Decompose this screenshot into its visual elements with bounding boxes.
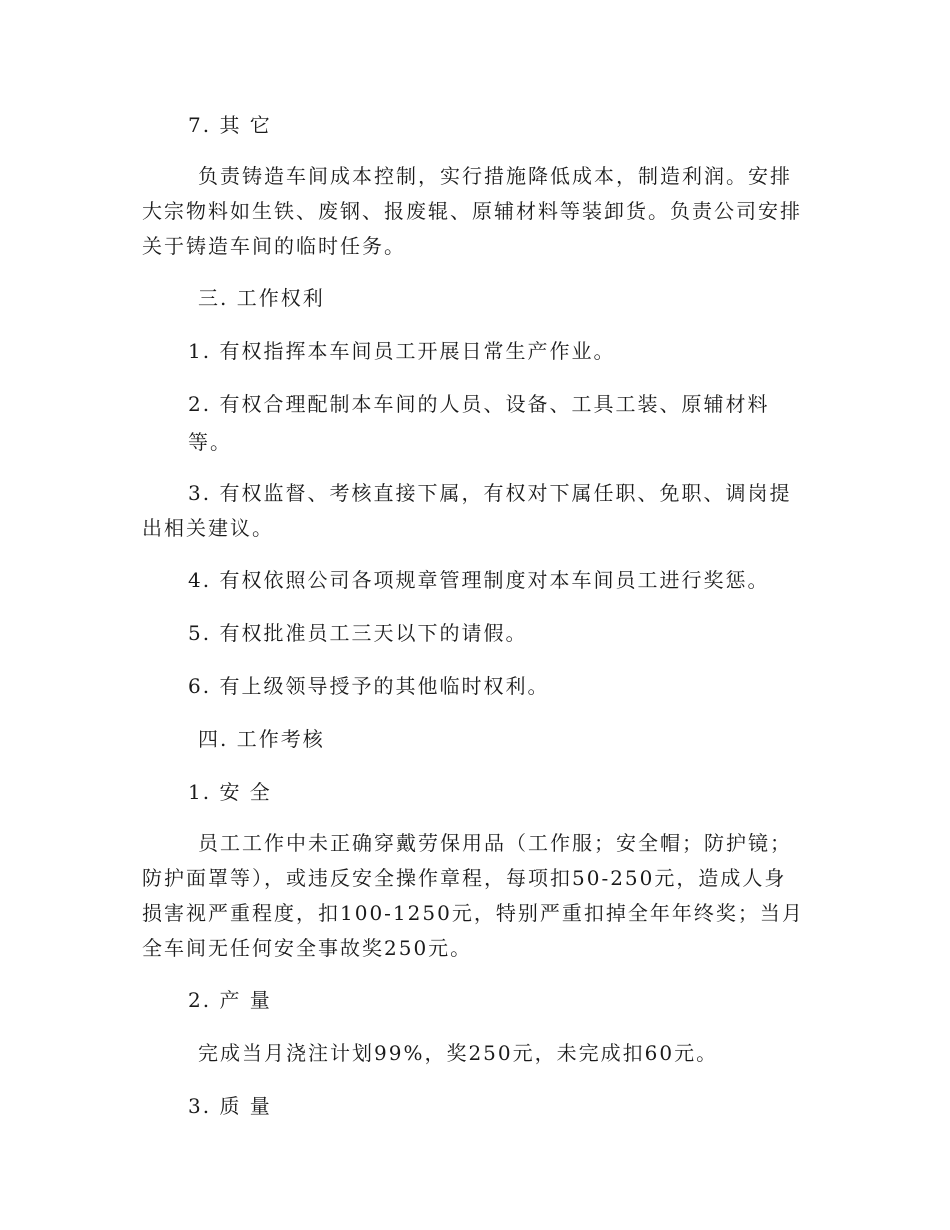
section-heading-work-rights: 三. 工作权利 xyxy=(198,286,325,310)
rights-item-6: 6. 有上级领导授予的其他临时权利。 xyxy=(188,674,550,698)
paragraph-other-duties: 负责铸造车间成本控制，实行措施降低成本，制造利润。安排大宗物料如生铁、废钢、报废辊、原辅材料等装卸货。负责公司安排关于铸造车间的临时任务。 xyxy=(142,164,802,258)
assessment-heading-quality: 3. 质 量 xyxy=(188,1094,272,1118)
rights-item-1: 1. 有权指挥本车间员工开展日常生产作业。 xyxy=(188,339,616,363)
rights-item-3: 3. 有权监督、考核直接下属，有权对下属任职、免职、调岗提出相关建议。 xyxy=(142,481,792,540)
assessment-heading-output: 2. 产 量 xyxy=(188,988,272,1012)
paragraph-output: 完成当月浇注计划99%，奖250元，未完成扣60元。 xyxy=(198,1041,719,1065)
section-heading-work-assessment: 四. 工作考核 xyxy=(198,727,325,751)
document-page xyxy=(142,106,807,1125)
rights-item-5: 5. 有权批准员工三天以下的请假。 xyxy=(188,621,528,645)
paragraph-safety: 员工工作中未正确穿戴劳保用品（工作服；安全帽；防护镜；防护面罩等），或违反安全操作章程，每项扣50-250元，造成人身损害视严重程度，扣100-1250元，特别严重扣掉全年年终奖；当月全车间无任何安全事故奖250元。 xyxy=(142,831,804,960)
rights-item-4: 4. 有权依照公司各项规章管理制度对本车间员工进行奖惩。 xyxy=(188,568,770,592)
section-heading-other: 7. 其 它 xyxy=(188,113,272,137)
assessment-heading-safety: 1. 安 全 xyxy=(188,780,272,804)
rights-item-2: 2. 有权合理配制本车间的人员、设备、工具工装、原辅材料等。 xyxy=(188,392,770,454)
